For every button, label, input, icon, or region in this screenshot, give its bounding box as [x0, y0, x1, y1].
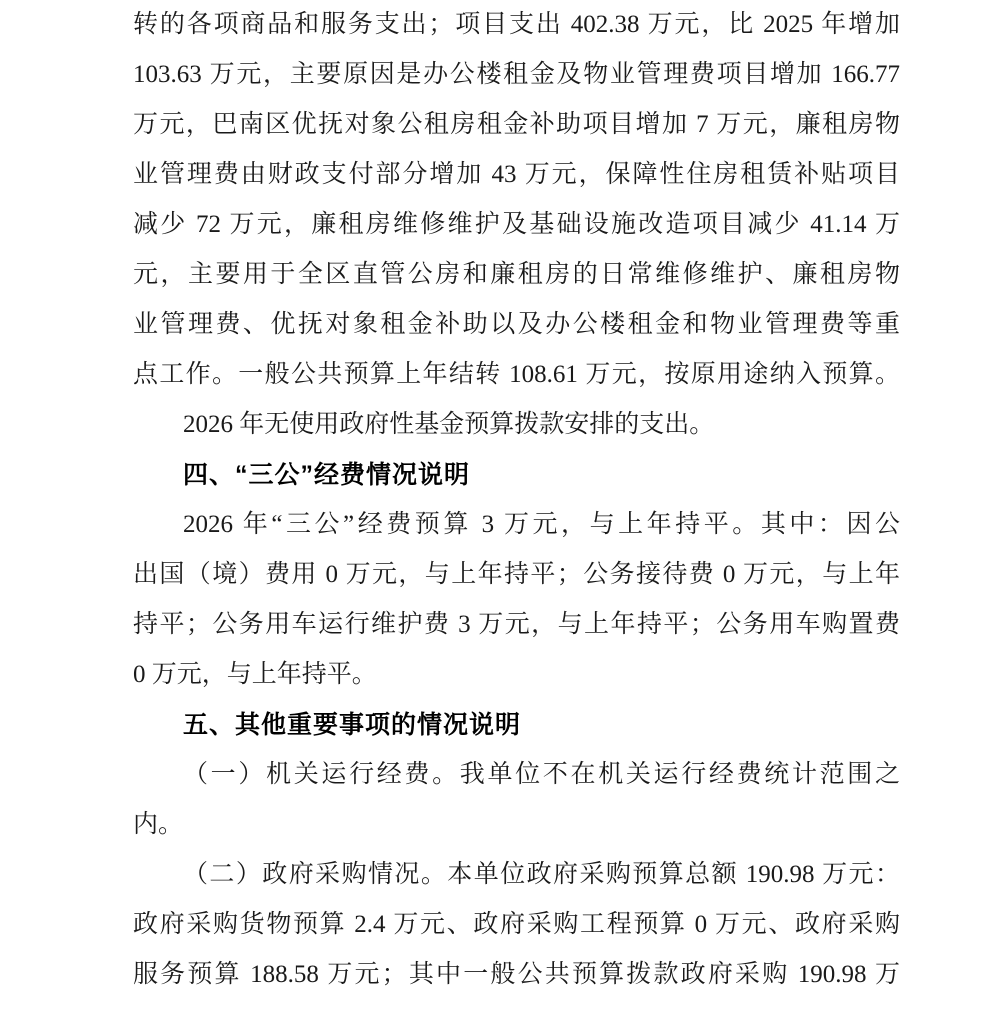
paragraph-line: 业管理费由财政支付部分增加 43 万元，保障性住房租赁补贴项目: [133, 161, 900, 188]
paragraph-line: 出国（境）费用 0 万元，与上年持平；公务接待费 0 万元，与上年: [133, 561, 900, 588]
paragraph-line: 持平；公务用车运行维护费 3 万元，与上年持平；公务用车购置费: [133, 611, 900, 638]
paragraph-line: 0 万元，与上年持平。: [133, 661, 377, 688]
paragraph-line: （一）机关运行经费。我单位不在机关运行经费统计范围之: [183, 761, 900, 788]
paragraph-line: 103.63 万元，主要原因是办公楼租金及物业管理费项目增加 166.77: [133, 61, 900, 88]
paragraph-line: 转的各项商品和服务支出；项目支出 402.38 万元，比 2025 年增加: [133, 11, 900, 38]
section-heading: 五、其他重要事项的情况说明: [183, 711, 522, 739]
paragraph-line: 内。: [133, 811, 184, 838]
paragraph-line: 元，主要用于全区直管公房和廉租房的日常维修维护、廉租房物: [133, 261, 900, 288]
paragraph-line: 业管理费、优抚对象租金补助以及办公楼租金和物业管理费等重: [133, 311, 900, 338]
paragraph-line: （二）政府采购情况。本单位政府采购预算总额 190.98 万元：: [183, 861, 900, 888]
paragraph-line: 点工作。一般公共预算上年结转 108.61 万元，按原用途纳入预算。: [133, 361, 900, 388]
paragraph-line: 政府采购货物预算 2.4 万元、政府采购工程预算 0 万元、政府采购: [133, 911, 900, 938]
paragraph-line: 服务预算 188.58 万元；其中一般公共预算拨款政府采购 190.98 万: [133, 961, 900, 988]
paragraph-line: 减少 72 万元，廉租房维修维护及基础设施改造项目减少 41.14 万: [133, 211, 900, 238]
paragraph-line: 万元，巴南区优抚对象公租房租金补助项目增加 7 万元，廉租房物: [133, 111, 900, 138]
paragraph-line: 2026 年“三公”经费预算 3 万元，与上年持平。其中：因公: [183, 511, 900, 538]
section-heading: 四、“三公”经费情况说明: [183, 461, 471, 489]
paragraph-line: 2026 年无使用政府性基金预算拨款安排的支出。: [183, 411, 715, 438]
document-text-block: [133, 0, 900, 1000]
